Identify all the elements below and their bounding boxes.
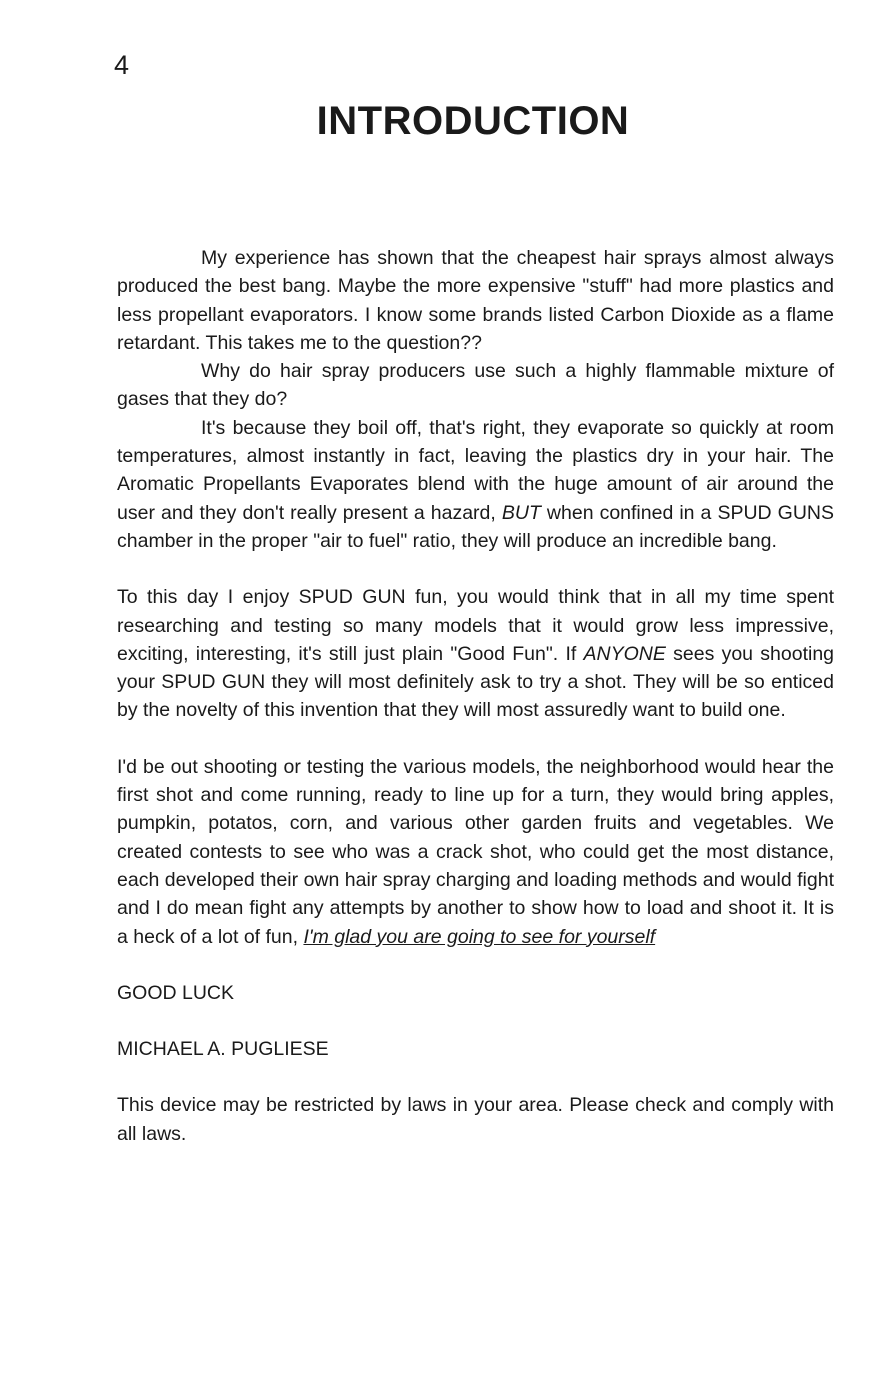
paragraph-4-emphasis: ANYONE bbox=[583, 642, 666, 665]
paragraph-3-text-b: when confined in a SPUD GUNS chamber in the proper "air to fuel" ratio, they will produce an incredible bang. bbox=[117, 501, 835, 552]
author-name: MICHAEL A. PUGLIESE bbox=[117, 1038, 329, 1061]
paragraph-2: Why do hair spray producers use such a highly flammable mixture of gases that they do? bbox=[117, 360, 834, 411]
paragraph-5 bbox=[117, 753, 834, 951]
paragraph-4 bbox=[117, 583, 834, 724]
paragraph-5-emphasis: I'm glad you are going to see for yourself bbox=[303, 925, 656, 948]
paragraph-3 bbox=[117, 414, 834, 555]
paragraph-3-text-a: It's because they boil off, that's right, they evaporate so quickly at room temperatures, almost instantly in fact, leaving the plastics dry in your hair. The Aromatic Propellants Evaporates blend with the huge amount of air around the user and they don't really present a hazard, bbox=[117, 416, 834, 524]
body-text bbox=[117, 244, 834, 1148]
paragraph-4-text-a: To this day I enjoy SPUD GUN fun, you would think that in all my time spent researching and testing so many models that it would grow less impressive, exciting, interesting, it's still just plain "Good Fun". If bbox=[117, 586, 834, 665]
paragraph-5-text-a: I'd be out shooting or testing the various models, the neighborhood would hear the first shot and come running, ready to line up for a turn, they would bring apples, pumpkin, potatos, corn, and various other garden fruits and vegetables. We created contests to see who was a crack shot, who could get the most distance, each developed their own hair spray charging and loading methods and would fight and I do mean fight any attempts by another to show how to load and shoot it. It is a heck of a lot of fun, bbox=[117, 755, 834, 948]
disclaimer: This device may be restricted by laws in your area. Please check and comply with all laws. bbox=[117, 1094, 834, 1145]
paragraph-4-text-b: sees you shooting your SPUD GUN they will most definitely ask to try a shot. They will be so enticed by the novelty of this invention that they will most assuredly want to build one. bbox=[117, 642, 835, 722]
page-number: 4 bbox=[114, 50, 130, 80]
chapter-title: INTRODUCTION bbox=[316, 99, 630, 143]
farewell: GOOD LUCK bbox=[117, 981, 235, 1004]
paragraph-1: My experience has shown that the cheapest hair sprays almost always produced the best bang. Maybe the more expensive "stuff" had more plastics and less propellant evaporators. I know some brands listed Carbon Dioxide as a flame retardant. This takes me to the question?? bbox=[117, 247, 834, 354]
paragraph-3-emphasis: BUT bbox=[501, 501, 541, 524]
